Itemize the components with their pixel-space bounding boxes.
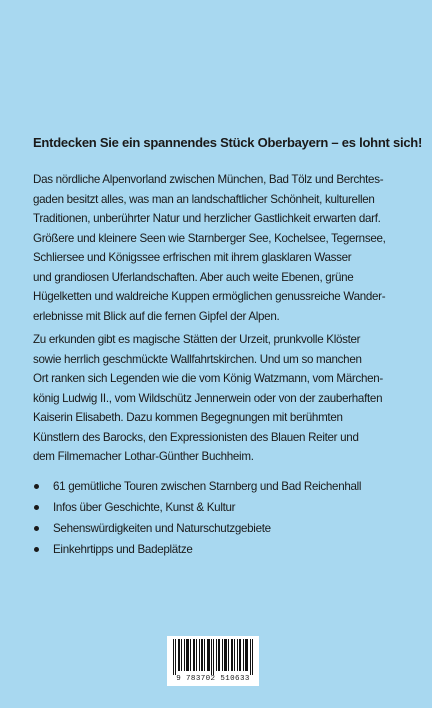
paragraph-line: Schliersee und Königssee erfrischen mit ihrem glasklaren Wasser xyxy=(33,251,352,264)
bullet-icon xyxy=(34,484,39,489)
list-item xyxy=(33,539,405,560)
paragraph-line: könig Ludwig II., vom Wildschütz Jennerwein oder von der zauberhaften xyxy=(33,391,383,405)
feature-list xyxy=(33,476,405,560)
paragraph-line: Kaiserin Elisabeth. Dazu kommen Begegnungen mit berühmten xyxy=(33,411,343,424)
list-item-label: Infos über Geschichte, Kunst & Kultur xyxy=(53,501,236,514)
bullet-icon xyxy=(34,505,39,510)
paragraph-line: Traditionen, unberührter Natur und herzlicher Gastlichkeit erwarten darf. xyxy=(33,212,381,225)
paragraph-line: Hügelketten und waldreiche Kuppen ermöglichen genussreiche Wander- xyxy=(33,290,386,303)
list-item xyxy=(33,497,405,518)
paragraph-line: und grandiosen Uferlandschaften. Aber auch weite Ebenen, grüne xyxy=(33,270,354,284)
culture-paragraph xyxy=(33,330,405,467)
paragraph-line: Ort ranken sich Legenden wie die vom König Watzmann, vom Märchen- xyxy=(33,372,383,385)
list-item-label: Einkehrtipps und Badeplätze xyxy=(53,543,193,556)
paragraph-line: dem Filmemacher Lothar-Günther Buchheim. xyxy=(33,450,254,463)
paragraph-line: gaden besitzt alles, was man an landschaftlicher Schönheit, kulturellen xyxy=(33,192,375,206)
isbn-barcode xyxy=(167,636,259,686)
list-item-label: Sehenswürdigkeiten und Naturschutzgebiete xyxy=(53,522,271,535)
list-item xyxy=(33,476,405,497)
paragraph-line: Zu erkunden gibt es magische Stätten der Urzeit, prunkvolle Klöster xyxy=(33,333,361,346)
bullet-icon xyxy=(34,547,39,552)
paragraph-line: sowie herrlich geschmückte Wallfahrtskirchen. Und um so manchen xyxy=(33,352,362,366)
paragraph-line: Das nördliche Alpenvorland zwischen München, Bad Tölz und Berchtes- xyxy=(33,173,384,186)
bullet-icon xyxy=(34,526,39,531)
list-item-label: 61 gemütliche Touren zwischen Starnberg und Bad Reichenhall xyxy=(53,480,362,493)
list-item xyxy=(33,518,405,539)
paragraph-line: Künstlern des Barocks, den Expressionisten des Blauen Reiter und xyxy=(33,430,359,444)
paragraph-line: Größere und kleinere Seen wie Starnberger See, Kochelsee, Tegernsee, xyxy=(33,231,386,245)
isbn-number: 9 783702 510633 xyxy=(176,675,250,683)
paragraph-line: erlebnisse mit Blick auf die fernen Gipfel der Alpen. xyxy=(33,309,280,323)
headline: Entdecken Sie ein spannendes Stück Oberbayern – es lohnt sich! xyxy=(33,135,423,150)
barcode-bars-icon xyxy=(173,639,253,675)
intro-paragraph xyxy=(33,170,405,326)
